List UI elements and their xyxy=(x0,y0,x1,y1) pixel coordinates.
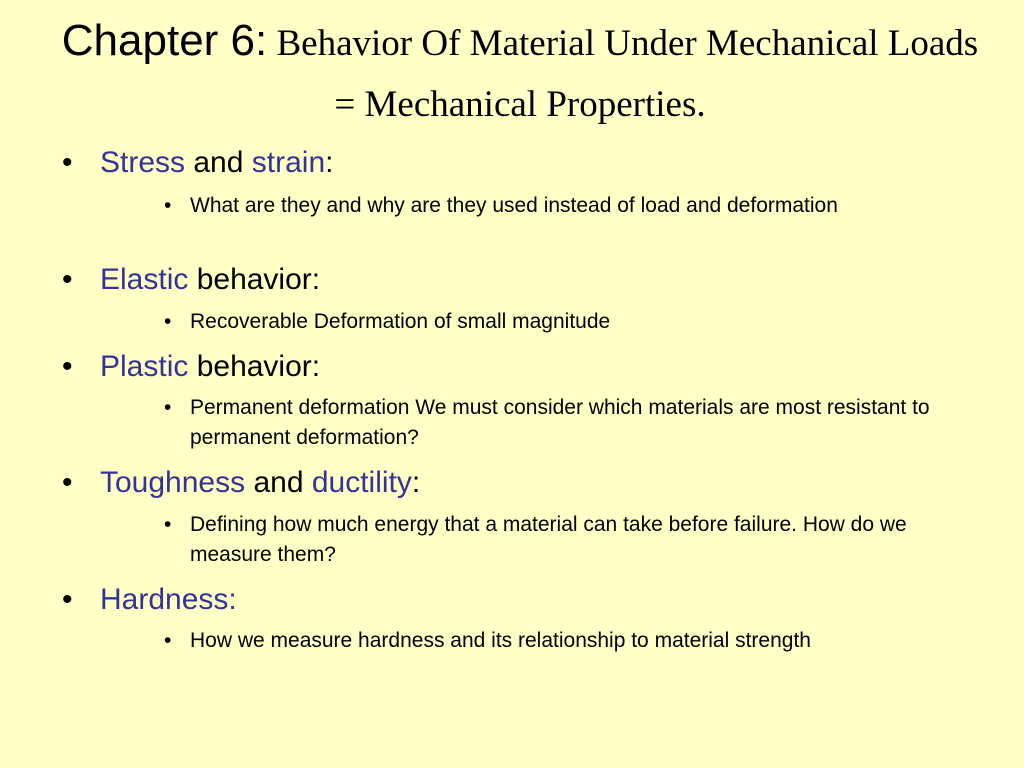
joiner-and: and xyxy=(185,146,252,179)
title-rest: Behavior Of Material Under Mechanical Loads = Mechanical Properties. xyxy=(267,23,979,125)
bullet-dot: • xyxy=(62,583,73,616)
sub-bullet-elastic xyxy=(164,307,990,337)
bullet-dot: • xyxy=(62,466,73,499)
sub-bullet-dot: • xyxy=(164,629,172,652)
sub-bullet-dot: • xyxy=(164,513,172,536)
bullet-dot: • xyxy=(62,146,73,179)
bullet-dot: • xyxy=(62,350,73,383)
sub-bullet-plastic xyxy=(164,393,990,453)
term-strain: strain xyxy=(251,146,326,179)
sub-bullet-text: Defining how much energy that a material can take before failure. How do we measure them? xyxy=(190,513,907,566)
title-prefix: Chapter 6: xyxy=(61,16,268,65)
sub-bullet-dot: • xyxy=(164,396,172,419)
colon: : xyxy=(325,146,334,179)
term-hardness: Hardness: xyxy=(100,583,237,616)
sub-bullet-text: How we measure hardness and its relationship to material strength xyxy=(190,629,811,652)
sub-bullet-text: Permanent deformation We must consider which materials are most resistant to permanent deformation? xyxy=(190,396,930,449)
sub-bullet-text: What are they and why are they used instead of load and deformation xyxy=(190,194,838,217)
term-ductility: ductility xyxy=(311,466,412,499)
bullet-stress-strain xyxy=(62,146,333,180)
joiner-behavior: behavior: xyxy=(188,350,321,383)
term-elastic: Elastic xyxy=(100,263,189,296)
sub-bullet-toughness-ductility xyxy=(164,510,990,570)
term-plastic: Plastic xyxy=(100,350,189,383)
bullet-plastic xyxy=(62,350,320,384)
joiner-and: and xyxy=(245,466,312,499)
bullet-dot: • xyxy=(62,263,73,296)
bullet-toughness-ductility xyxy=(62,466,420,500)
sub-bullet-stress-strain xyxy=(164,191,990,221)
term-toughness: Toughness xyxy=(100,466,246,499)
bullet-hardness xyxy=(62,583,237,617)
joiner-behavior: behavior: xyxy=(188,263,321,296)
sub-bullet-dot: • xyxy=(164,194,172,217)
bullet-elastic xyxy=(62,263,320,297)
term-stress: Stress xyxy=(100,146,186,179)
colon: : xyxy=(411,466,421,499)
sub-bullet-dot: • xyxy=(164,310,172,333)
sub-bullet-text: Recoverable Deformation of small magnitude xyxy=(190,310,611,333)
sub-bullet-hardness xyxy=(164,626,990,656)
